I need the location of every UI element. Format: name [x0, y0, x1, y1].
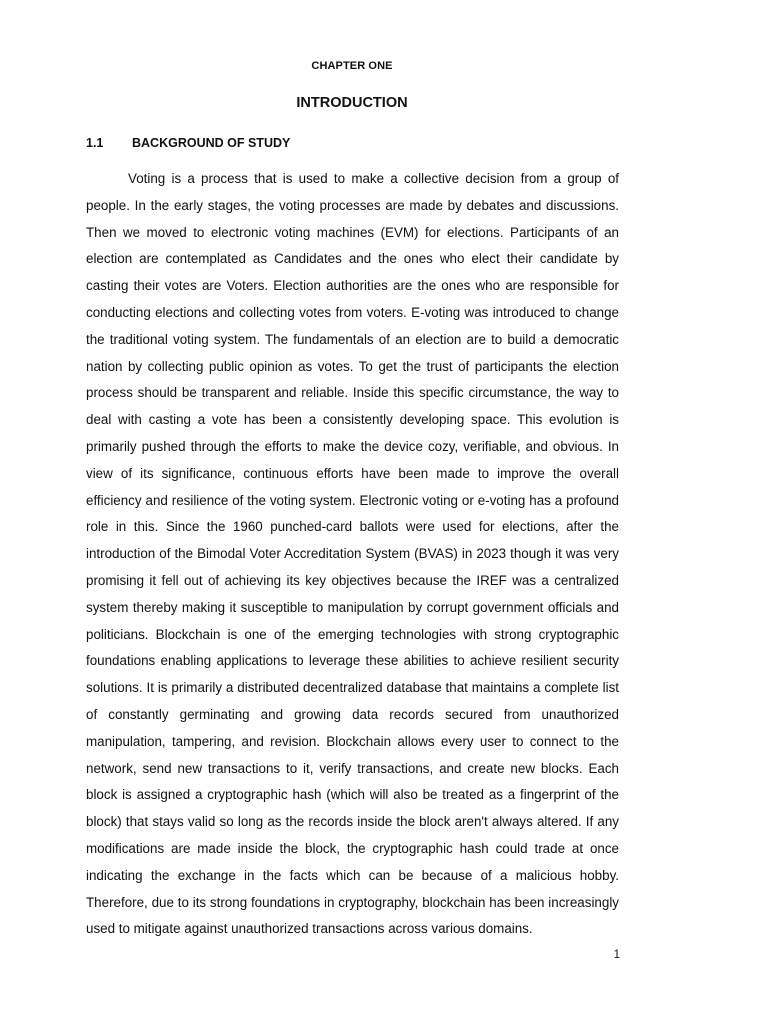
section-title: BACKGROUND OF STUDY	[132, 136, 291, 150]
chapter-label: CHAPTER ONE	[311, 60, 393, 72]
chapter-title: INTRODUCTION	[296, 95, 408, 111]
section-number: 1.1	[86, 136, 104, 150]
section-heading	[86, 136, 290, 150]
body-paragraph: Voting is a process that is used to make a collective decision from a group of people. In the early stages, the voting processes are made by debates and discussions. Then we moved to electronic voting machines (EVM) for elections. Participants of an election are contemplated as Candidates and the ones who elect their candidate by casting their votes are Voters. Election authorities are the ones who are responsible for conducting elections and collecting votes from voters. E-voting was introduced to change the traditional voting system. The fundamentals of an election are to build a democratic nation by collecting public opinion as votes. To get the trust of participants the election process should be transparent and reliable. Inside this specific circumstance, the way to deal with casting a vote has been a consistently developing space. This evolution is primarily pushed through the efforts to make the device cozy, verifiable, and obvious. In view of its significance, continuous efforts have been made to improve the overall efficiency and resilience of the voting system. Electronic voting or e-voting has a profound role in this. Since the 1960 punched-card ballots were used for elections, after the introduction of the Bimodal Voter Accreditation System (BVAS) in 2023 though it was very promising it fell out of achieving its key objectives because the IREF was a centralized system thereby making it susceptible to manipulation by corrupt government officials and politicians. Blockchain is one of the emerging technologies with strong cryptographic foundations enabling applications to leverage these abilities to achieve resilient security solutions. It is primarily a distributed decentralized database that maintains a complete list of constantly germinating and growing data records secured from unauthorized manipulation, tampering, and revision. Blockchain allows every user to connect to the network, send new transactions to it, verify transactions, and create new blocks. Each block is assigned a cryptographic hash (which will also be treated as a fingerprint of the block) that stays valid so long as the records inside the block aren't always altered. If any modifications are made inside the block, the cryptographic hash could trade at once indicating the exchange in the facts which can be because of a malicious hobby. Therefore, due to its strong foundations in cryptography, blockchain has been increasingly used to mitigate against unauthorized transactions across various domains.	[86, 171, 619, 937]
page-number: 1	[613, 949, 620, 961]
